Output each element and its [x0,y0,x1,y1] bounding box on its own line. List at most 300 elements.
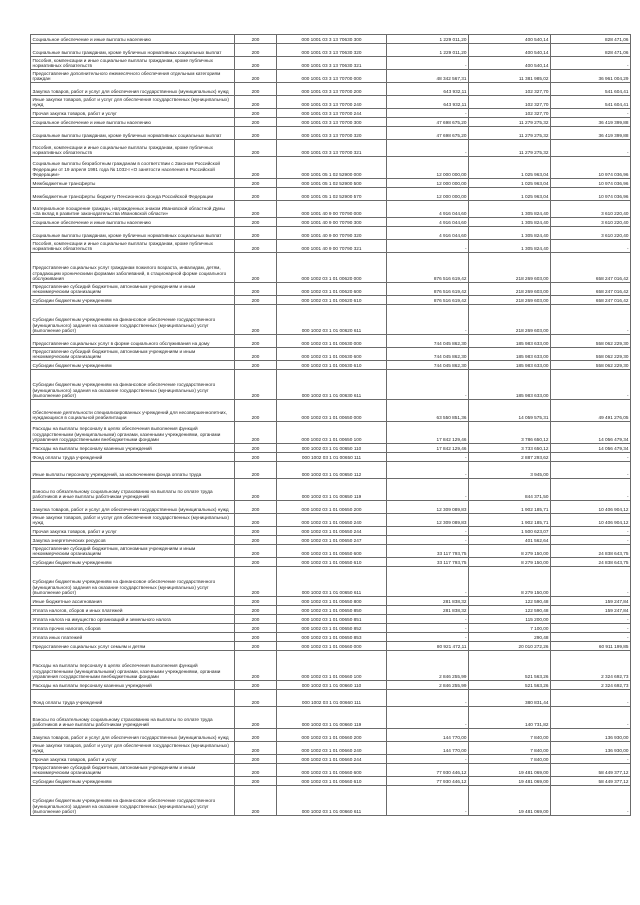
budget-classification-cell: 000 1002 03 1 01 00650 853 [277,633,387,642]
approved-amount-cell: 77 930 446,12 [387,777,469,786]
table-row [31,422,631,444]
executed-amount-cell: 218 269 603,00 [469,305,551,335]
expense-name-cell: Социальные выплаты гражданам, кроме публичных нормативных социальных выплат [31,127,235,140]
line-code-cell: 200 [235,140,277,157]
expense-name-cell: Социальные выплаты безработным гражданам в соответствии с Законом Российской Федерации от 19 апреля 1991 года № 1032-I «О занятости населения в Российской Федерации» [31,157,235,179]
expense-name-cell: Фонд оплаты труда учреждений [31,453,235,462]
unexecuted-amount-cell: - [551,305,631,335]
budget-classification-cell: 000 1001 03 3 13 70700 000 [277,70,387,83]
budget-classification-cell: 000 1002 03 1 01 00650 240 [277,514,387,527]
expense-name-cell: Социальные выплаты гражданам, кроме публичных нормативных социальных выплат [31,44,235,57]
budget-classification-cell: 000 1002 03 1 01 00650 850 [277,606,387,615]
line-code-cell: 200 [235,764,277,777]
expense-name-cell: Взносы по обязательному социальному страхованию на выплаты по оплате труда работников и иные выплаты работникам учреждений [31,479,235,501]
executed-amount-cell: 185 983 633,00 [469,361,551,370]
line-code-cell: 200 [235,651,277,681]
unexecuted-amount-cell: 159 247,84 [551,606,631,615]
unexecuted-amount-cell: - [551,240,631,253]
budget-classification-cell: 000 1002 03 1 01 00630 611 [277,370,387,400]
unexecuted-amount-cell: 136 930,00 [551,742,631,755]
budget-classification-cell: 000 1001 03 3 13 70630 300 [277,35,387,44]
budget-classification-cell: 000 1001 40 9 00 70790 300 [277,218,387,227]
expense-name-cell: Социальное обеспечение и иные выплаты населению [31,35,235,44]
approved-amount-cell: 876 516 619,42 [387,296,469,305]
unexecuted-amount-cell: - [551,707,631,729]
approved-amount-cell: 33 117 793,75 [387,545,469,558]
unexecuted-amount-cell: 10 406 904,12 [551,514,631,527]
table-row [31,370,631,400]
executed-amount-cell: 1 025 963,04 [469,179,551,188]
approved-amount-cell: 80 921 472,11 [387,642,469,651]
unexecuted-amount-cell: 10 974 036,96 [551,188,631,201]
table-row [31,545,631,558]
budget-classification-cell: 000 1002 03 1 01 00620 611 [277,305,387,335]
expense-name-cell: Расходы на выплаты персоналу казенных учреждений [31,681,235,690]
approved-amount-cell: 12 000 000,00 [387,157,469,179]
table-row [31,536,631,545]
line-code-cell: 200 [235,400,277,422]
executed-amount-cell: 11 279 275,32 [469,140,551,157]
executed-amount-cell: 400 540,14 [469,57,551,70]
expense-name-cell: Прочая закупка товаров, работ и услуг [31,109,235,118]
budget-execution-sheet [30,34,630,816]
table-row [31,453,631,462]
budget-classification-cell: 000 1002 03 1 01 00650 111 [277,453,387,462]
approved-amount-cell: 4 916 044,60 [387,227,469,240]
executed-amount-cell: 844 371,50 [469,479,551,501]
approved-amount-cell: 4 916 044,60 [387,201,469,218]
table-row [31,527,631,536]
expense-name-cell: Социальное обеспечение и иные выплаты населению [31,218,235,227]
approved-amount-cell: - [387,527,469,536]
executed-amount-cell: 1 902 185,71 [469,501,551,514]
line-code-cell: 200 [235,188,277,201]
budget-classification-cell: 000 1001 05 1 02 52900 500 [277,179,387,188]
budget-classification-cell: 000 1002 03 1 01 00660 200 [277,729,387,742]
budget-classification-cell: 000 1002 03 1 01 00650 600 [277,545,387,558]
executed-amount-cell: 1 305 824,40 [469,240,551,253]
expense-name-cell: Субсидии бюджетным учреждениям [31,296,235,305]
table-row [31,218,631,227]
expense-name-cell: Субсидии бюджетным учреждениям [31,558,235,567]
executed-amount-cell: 3 945,00 [469,462,551,479]
approved-amount-cell: - [387,370,469,400]
executed-amount-cell: 140 731,82 [469,707,551,729]
approved-amount-cell: - [387,615,469,624]
unexecuted-amount-cell: - [551,57,631,70]
line-code-cell: 200 [235,157,277,179]
line-code-cell: 200 [235,109,277,118]
line-code-cell: 200 [235,96,277,109]
line-code-cell: 200 [235,444,277,453]
unexecuted-amount-cell: - [551,567,631,597]
budget-classification-cell: 000 1002 03 1 01 00620 600 [277,283,387,296]
approved-amount-cell: 144 770,00 [387,729,469,742]
table-row [31,742,631,755]
approved-amount-cell: 281 838,32 [387,606,469,615]
unexecuted-amount-cell: 828 471,06 [551,35,631,44]
line-code-cell: 200 [235,44,277,57]
expense-name-cell: Уплата налогов, сборов и иных платежей [31,606,235,615]
unexecuted-amount-cell: 10 406 904,12 [551,501,631,514]
line-code-cell: 200 [235,690,277,707]
table-row [31,479,631,501]
table-row [31,501,631,514]
approved-amount-cell: 643 932,11 [387,83,469,96]
approved-amount-cell: 1 229 011,20 [387,35,469,44]
line-code-cell: 200 [235,70,277,83]
approved-amount-cell: 1 229 011,20 [387,44,469,57]
budget-table [30,34,631,816]
table-row [31,118,631,127]
unexecuted-amount-cell: - [551,755,631,764]
table-row [31,444,631,453]
unexecuted-amount-cell: 541 604,41 [551,96,631,109]
line-code-cell: 200 [235,729,277,742]
executed-amount-cell: 7 840,00 [469,729,551,742]
budget-classification-cell: 000 1001 03 3 13 70630 321 [277,57,387,70]
unexecuted-amount-cell: 36 961 004,29 [551,70,631,83]
unexecuted-amount-cell: - [551,615,631,624]
executed-amount-cell: 380 831,44 [469,690,551,707]
executed-amount-cell: 400 540,14 [469,44,551,57]
expense-name-cell: Предоставление социальных услуг в форме социального обслуживания на дому [31,335,235,348]
executed-amount-cell: 218 269 603,00 [469,253,551,283]
table-row [31,707,631,729]
line-code-cell: 200 [235,305,277,335]
executed-amount-cell: 14 059 575,31 [469,400,551,422]
executed-amount-cell: 1 025 963,04 [469,157,551,179]
unexecuted-amount-cell: - [551,786,631,816]
unexecuted-amount-cell: 3 610 220,40 [551,218,631,227]
line-code-cell: 200 [235,422,277,444]
expense-name-cell: Предоставление субсидий бюджетным, автономным учреждениям и иным некоммерческим организациям [31,283,235,296]
approved-amount-cell: - [387,633,469,642]
approved-amount-cell: 12 309 089,83 [387,514,469,527]
expense-name-cell: Пособия, компенсации и иные социальные выплаты гражданам, кроме публичных нормативных обязательств [31,140,235,157]
table-row [31,624,631,633]
expense-name-cell: Уплата налога на имущество организаций и земельного налога [31,615,235,624]
table-row [31,690,631,707]
expense-name-cell: Предоставление социальных услуг гражданам пожилого возраста, инвалидам, детям, страдающим хроническими формами заболеваний, в стационарной форме социального обслуживания [31,253,235,283]
table-row [31,83,631,96]
approved-amount-cell: 2 846 255,99 [387,681,469,690]
approved-amount-cell: 876 516 619,42 [387,283,469,296]
table-row [31,240,631,253]
budget-classification-cell: 000 1002 03 1 01 00650 611 [277,567,387,597]
budget-classification-cell: 000 1001 03 3 13 70700 240 [277,96,387,109]
line-code-cell: 200 [235,296,277,305]
budget-classification-cell: 000 1002 03 1 01 00650 119 [277,479,387,501]
line-code-cell: 200 [235,83,277,96]
unexecuted-amount-cell: 541 604,41 [551,83,631,96]
unexecuted-amount-cell: 136 930,00 [551,729,631,742]
approved-amount-cell: - [387,536,469,545]
table-row [31,227,631,240]
unexecuted-amount-cell: 558 062 229,30 [551,361,631,370]
budget-classification-cell: 000 1001 40 9 00 70790 321 [277,240,387,253]
budget-classification-cell: 000 1002 03 1 01 00660 111 [277,690,387,707]
approved-amount-cell: 17 842 129,46 [387,444,469,453]
expense-name-cell: Уплата прочих налогов, сборов [31,624,235,633]
unexecuted-amount-cell: 24 838 643,75 [551,558,631,567]
unexecuted-amount-cell: - [551,527,631,536]
expense-name-cell: Межбюджетные трансферты [31,179,235,188]
table-row [31,348,631,361]
executed-amount-cell: 3 786 650,12 [469,422,551,444]
executed-amount-cell: 8 279 150,00 [469,558,551,567]
unexecuted-amount-cell: 14 056 479,34 [551,444,631,453]
executed-amount-cell: 1 500 623,07 [469,527,551,536]
unexecuted-amount-cell: 58 449 377,12 [551,777,631,786]
executed-amount-cell: 7 100,00 [469,624,551,633]
table-row [31,681,631,690]
approved-amount-cell: 12 309 089,83 [387,501,469,514]
unexecuted-amount-cell: 36 419 399,88 [551,118,631,127]
line-code-cell: 200 [235,370,277,400]
unexecuted-amount-cell: 49 491 276,05 [551,400,631,422]
approved-amount-cell: - [387,755,469,764]
table-row [31,201,631,218]
table-row [31,777,631,786]
expense-name-cell: Расходы на выплаты персоналу в целях обеспечения выполнения функций государственными (муниципальными) органами, казенными учреждениями, органами управления государственными внебюджетными фондами [31,651,235,681]
executed-amount-cell: 1 902 185,71 [469,514,551,527]
approved-amount-cell: 12 000 000,00 [387,179,469,188]
approved-amount-cell: 281 838,32 [387,597,469,606]
table-row [31,729,631,742]
executed-amount-cell: 185 983 633,00 [469,348,551,361]
table-row [31,157,631,179]
line-code-cell: 200 [235,179,277,188]
executed-amount-cell: 19 481 069,00 [469,764,551,777]
budget-classification-cell: 000 1002 03 1 01 00650 610 [277,558,387,567]
expense-name-cell: Предоставление субсидий бюджетным, автономным учреждениям и иным некоммерческим организациям [31,545,235,558]
unexecuted-amount-cell: 60 911 199,85 [551,642,631,651]
line-code-cell: 200 [235,253,277,283]
executed-amount-cell: 102 327,70 [469,96,551,109]
executed-amount-cell: 7 840,00 [469,742,551,755]
approved-amount-cell: 4 916 044,60 [387,218,469,227]
approved-amount-cell: - [387,453,469,462]
table-row [31,606,631,615]
line-code-cell: 200 [235,348,277,361]
executed-amount-cell: 1 305 824,40 [469,201,551,218]
budget-classification-cell: 000 1002 03 1 01 00660 119 [277,707,387,729]
budget-classification-cell: 000 1002 03 1 01 00660 610 [277,777,387,786]
unexecuted-amount-cell: 36 419 399,88 [551,127,631,140]
executed-amount-cell: 521 563,26 [469,681,551,690]
unexecuted-amount-cell: 58 449 377,12 [551,764,631,777]
line-code-cell: 200 [235,615,277,624]
expense-name-cell: Иные выплаты персоналу учреждений, за исключением фонда оплаты труда [31,462,235,479]
table-row [31,633,631,642]
table-row [31,786,631,816]
budget-classification-cell: 000 1001 40 9 00 70790 000 [277,201,387,218]
budget-classification-cell: 000 1002 03 1 01 00630 600 [277,348,387,361]
line-code-cell: 200 [235,606,277,615]
line-code-cell: 200 [235,624,277,633]
executed-amount-cell: 19 481 069,00 [469,777,551,786]
line-code-cell: 200 [235,642,277,651]
table-row [31,305,631,335]
approved-amount-cell: - [387,624,469,633]
budget-classification-cell: 000 1002 03 1 01 00650 244 [277,527,387,536]
approved-amount-cell: - [387,462,469,479]
unexecuted-amount-cell: - [551,633,631,642]
approved-amount-cell: - [387,479,469,501]
unexecuted-amount-cell: - [551,536,631,545]
unexecuted-amount-cell: 24 838 643,75 [551,545,631,558]
table-row [31,44,631,57]
expense-name-cell: Расходы на выплаты персоналу казенных учреждений [31,444,235,453]
table-row [31,296,631,305]
unexecuted-amount-cell: 658 247 016,42 [551,253,631,283]
table-row [31,283,631,296]
expense-name-cell: Иные закупки товаров, работ и услуг для обеспечения государственных (муниципальных) нужд [31,96,235,109]
line-code-cell: 200 [235,567,277,597]
unexecuted-amount-cell: 2 324 692,73 [551,681,631,690]
table-row [31,127,631,140]
unexecuted-amount-cell: 10 974 036,96 [551,179,631,188]
budget-table-body [31,35,631,816]
line-code-cell: 200 [235,633,277,642]
table-row [31,567,631,597]
executed-amount-cell: 11 279 275,32 [469,127,551,140]
budget-classification-cell: 000 1002 03 1 01 00660 110 [277,681,387,690]
executed-amount-cell: 102 327,70 [469,109,551,118]
approved-amount-cell: 744 045 862,30 [387,361,469,370]
table-row [31,597,631,606]
budget-classification-cell: 000 1002 03 1 01 00650 200 [277,501,387,514]
expense-name-cell: Расходы на выплаты персоналу в целях обеспечения выполнения функций государственными (муниципальными) органами, казенными учреждениями, органами управления государственными внебюджетными фондами [31,422,235,444]
approved-amount-cell: - [387,140,469,157]
table-row [31,642,631,651]
executed-amount-cell: 521 563,26 [469,651,551,681]
executed-amount-cell: 19 481 069,00 [469,786,551,816]
budget-classification-cell: 000 1002 03 1 01 00660 000 [277,642,387,651]
approved-amount-cell: - [387,57,469,70]
expense-name-cell: Субсидии бюджетным учреждениям на финансовое обеспечение государственного (муниципального) задания на оказание государственных (муниципальных) услуг (выполнение работ) [31,567,235,597]
budget-classification-cell: 000 1002 03 1 01 00650 247 [277,536,387,545]
table-row [31,96,631,109]
budget-classification-cell: 000 1001 03 3 13 70700 300 [277,118,387,127]
line-code-cell: 200 [235,201,277,218]
unexecuted-amount-cell: 14 056 479,34 [551,422,631,444]
line-code-cell: 200 [235,453,277,462]
line-code-cell: 200 [235,227,277,240]
expense-name-cell: Уплата иных платежей [31,633,235,642]
unexecuted-amount-cell: - [551,453,631,462]
executed-amount-cell: 1 305 824,40 [469,218,551,227]
table-row [31,35,631,44]
unexecuted-amount-cell: - [551,140,631,157]
unexecuted-amount-cell: - [551,462,631,479]
budget-classification-cell: 000 1002 03 1 01 00650 852 [277,624,387,633]
approved-amount-cell: 47 698 675,20 [387,118,469,127]
expense-name-cell: Фонд оплаты труда учреждений [31,690,235,707]
executed-amount-cell: 8 279 150,00 [469,567,551,597]
expense-name-cell: Субсидии бюджетным учреждениям на финансовое обеспечение государственного (муниципального) задания на оказание государственных (муниципальных) услуг (выполнение работ) [31,786,235,816]
expense-name-cell: Прочая закупка товаров, работ и услуг [31,755,235,764]
table-row [31,400,631,422]
executed-amount-cell: 20 010 272,26 [469,642,551,651]
approved-amount-cell: - [387,305,469,335]
unexecuted-amount-cell: 159 247,84 [551,597,631,606]
approved-amount-cell: 17 842 129,46 [387,422,469,444]
line-code-cell: 200 [235,127,277,140]
executed-amount-cell: 122 590,48 [469,597,551,606]
line-code-cell: 200 [235,558,277,567]
budget-classification-cell: 000 1002 03 1 01 00650 110 [277,444,387,453]
line-code-cell: 200 [235,501,277,514]
line-code-cell: 200 [235,536,277,545]
executed-amount-cell: 290,48 [469,633,551,642]
table-row [31,361,631,370]
budget-classification-cell: 000 1002 03 1 01 00660 240 [277,742,387,755]
approved-amount-cell: - [387,786,469,816]
approved-amount-cell: 876 516 619,42 [387,253,469,283]
line-code-cell: 200 [235,283,277,296]
expense-name-cell: Закупка товаров, работ и услуг для обеспечения государственных (муниципальных) нужд [31,501,235,514]
table-row [31,335,631,348]
expense-name-cell: Иные закупки товаров, работ и услуг для обеспечения государственных (муниципальных) нужд [31,514,235,527]
unexecuted-amount-cell: 3 610 220,40 [551,227,631,240]
line-code-cell: 200 [235,545,277,558]
approved-amount-cell: 12 000 000,00 [387,188,469,201]
executed-amount-cell: 11 279 275,32 [469,118,551,127]
expense-name-cell: Взносы по обязательному социальному страхованию на выплаты по оплате труда работников и иные выплаты работникам учреждений [31,707,235,729]
approved-amount-cell: - [387,567,469,597]
expense-name-cell: Межбюджетные трансферты бюджету Пенсионного фонда Российской Федерации [31,188,235,201]
expense-name-cell: Субсидии бюджетным учреждениям на финансовое обеспечение государственного (муниципального) задания на оказание государственных (муниципальных) услуг (выполнение работ) [31,370,235,400]
executed-amount-cell: 2 887 293,62 [469,453,551,462]
table-row [31,109,631,118]
expense-name-cell: Пособия, компенсации и иные социальные выплаты гражданам, кроме публичных нормативных обязательств [31,57,235,70]
line-code-cell: 200 [235,755,277,764]
budget-classification-cell: 000 1002 03 1 01 00660 600 [277,764,387,777]
expense-name-cell: Социальные выплаты гражданам, кроме публичных нормативных социальных выплат [31,227,235,240]
table-row [31,179,631,188]
table-row [31,70,631,83]
expense-name-cell: Предоставление субсидий бюджетным, автономным учреждениям и иным некоммерческим организациям [31,764,235,777]
line-code-cell: 200 [235,527,277,536]
table-row [31,462,631,479]
line-code-cell: 200 [235,681,277,690]
executed-amount-cell: 7 840,00 [469,755,551,764]
expense-name-cell: Предоставление субсидий бюджетным, автономным учреждениям и иным некоммерческим организациям [31,348,235,361]
budget-classification-cell: 000 1001 03 3 13 70700 320 [277,127,387,140]
budget-classification-cell: 000 1002 03 1 01 00660 611 [277,786,387,816]
approved-amount-cell: 144 770,00 [387,742,469,755]
approved-amount-cell: 33 117 793,75 [387,558,469,567]
unexecuted-amount-cell: 3 610 220,40 [551,201,631,218]
budget-classification-cell: 000 1001 05 1 02 52900 000 [277,157,387,179]
executed-amount-cell: 400 540,14 [469,35,551,44]
approved-amount-cell: - [387,109,469,118]
approved-amount-cell: 2 846 255,99 [387,651,469,681]
budget-classification-cell: 000 1001 03 3 13 70630 320 [277,44,387,57]
executed-amount-cell: 218 269 603,00 [469,296,551,305]
expense-name-cell: Субсидии бюджетным учреждениям [31,361,235,370]
line-code-cell: 200 [235,786,277,816]
budget-classification-cell: 000 1002 03 1 01 00630 000 [277,335,387,348]
unexecuted-amount-cell: - [551,690,631,707]
line-code-cell: 200 [235,335,277,348]
budget-classification-cell: 000 1002 03 1 01 00650 000 [277,400,387,422]
line-code-cell: 200 [235,240,277,253]
executed-amount-cell: 401 562,64 [469,536,551,545]
budget-classification-cell: 000 1001 05 1 02 52900 570 [277,188,387,201]
